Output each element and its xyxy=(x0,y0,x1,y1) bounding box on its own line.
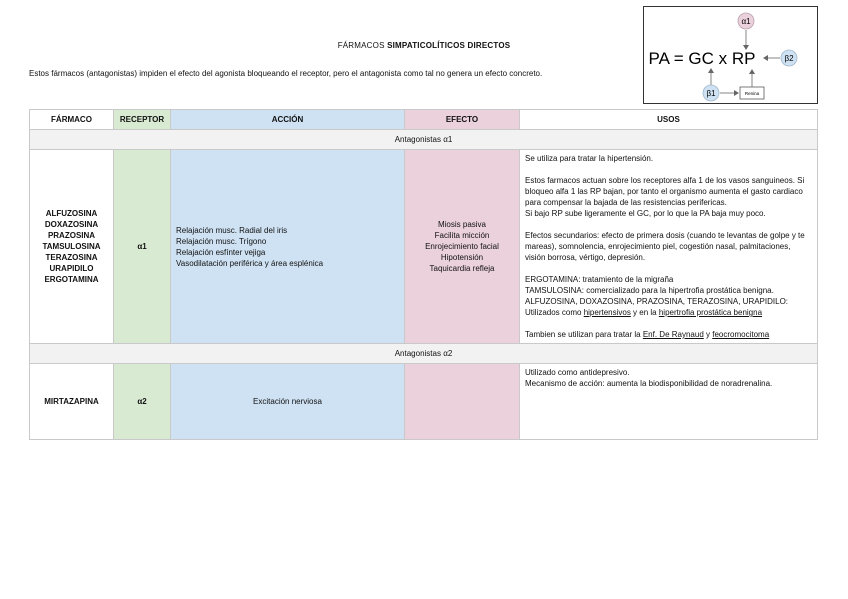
uses-cell: Utilizado como antidepresivo. Mecanismo de acción: aumenta la biodisponibilidad de noradrenalina. xyxy=(520,364,818,440)
drug-table xyxy=(29,109,818,440)
pa-formula: PA = GC x RP xyxy=(648,49,756,68)
receptor-cell: α2 xyxy=(114,364,171,440)
col-efecto: EFECTO xyxy=(405,110,520,130)
effect-cell xyxy=(405,364,520,440)
beta2-label: β2 xyxy=(784,54,794,63)
renina-label: Renina xyxy=(744,91,760,96)
action-cell: Excitación nerviosa xyxy=(171,364,405,440)
effect-cell: Miosis pasiva Facilita micción Enrojecimiento facial Hipotensión Taquicardia refleja xyxy=(405,150,520,344)
alpha1-label: α1 xyxy=(741,17,751,26)
section-alpha2-label: Antagonistas α2 xyxy=(30,344,818,364)
action-cell: Relajación musc. Radial del iris Relajación musc. Trígono Relajación esfínter vejiga Vasodilatación periférica y área esplénica xyxy=(171,150,405,344)
col-receptor: RECEPTOR xyxy=(114,110,171,130)
uses-cell: Se utiliza para tratar la hipertensión. Estos farmacos actuan sobre los receptores alfa 1 de los vasos sanguineos. Si bloqueo alfa 1 las RP bajan, por tanto el organismo aumenta el gasto cardiaco para compensar la bajada de las resistencias perifericas. Si bajo RP sube ligeramente el GC, por lo que la PA baja muy poco. Efectos secundarios: efecto de primera dosis (cuando te levantas de golpe y te mareas), somnolencia, enrojecimiento piel, cogestión nasal, palmitaciones, visión borrosa, vértigo, depresión. ERGOTAMINA: tratamiento de la migraña TAMSULOSINA: comercializado para la hipertrofia prostática benigna. ALFUZOSINA, DOXAZOSINA, PRAZOSINA, TERAZOSINA, URAPIDILO: Utilizados como hipertensivos y en la hipertrofia prostática benigna Tambien se utilizan para tratar la Enf. De Raynaud y feocromocitoma xyxy=(520,150,818,344)
section-alpha1-label: Antagonistas α1 xyxy=(30,130,818,150)
drug-list: ALFUZOSINA DOXAZOSINA PRAZOSINA TAMSULOSINA TERAZOSINA URAPIDILO ERGOTAMINA xyxy=(30,150,114,344)
page-title: FÁRMACOS SIMPATICOLÍTICOS DIRECTOS xyxy=(337,41,511,50)
col-farmaco: FÁRMACO xyxy=(30,110,114,130)
intro-text: Estos fármacos (antagonistas) impiden el efecto del agonista bloqueando el receptor, pero el antagonista como tal no genera un efecto concreto. xyxy=(29,69,543,78)
table-row xyxy=(30,150,818,344)
receptor-cell: α1 xyxy=(114,150,171,344)
beta1-label: β1 xyxy=(706,89,716,98)
col-accion: ACCIÓN xyxy=(171,110,405,130)
table-row xyxy=(30,364,818,440)
header-row xyxy=(30,110,818,130)
col-usos: USOS xyxy=(520,110,818,130)
drug-name: MIRTAZAPINA xyxy=(30,364,114,440)
pa-diagram xyxy=(643,6,818,104)
